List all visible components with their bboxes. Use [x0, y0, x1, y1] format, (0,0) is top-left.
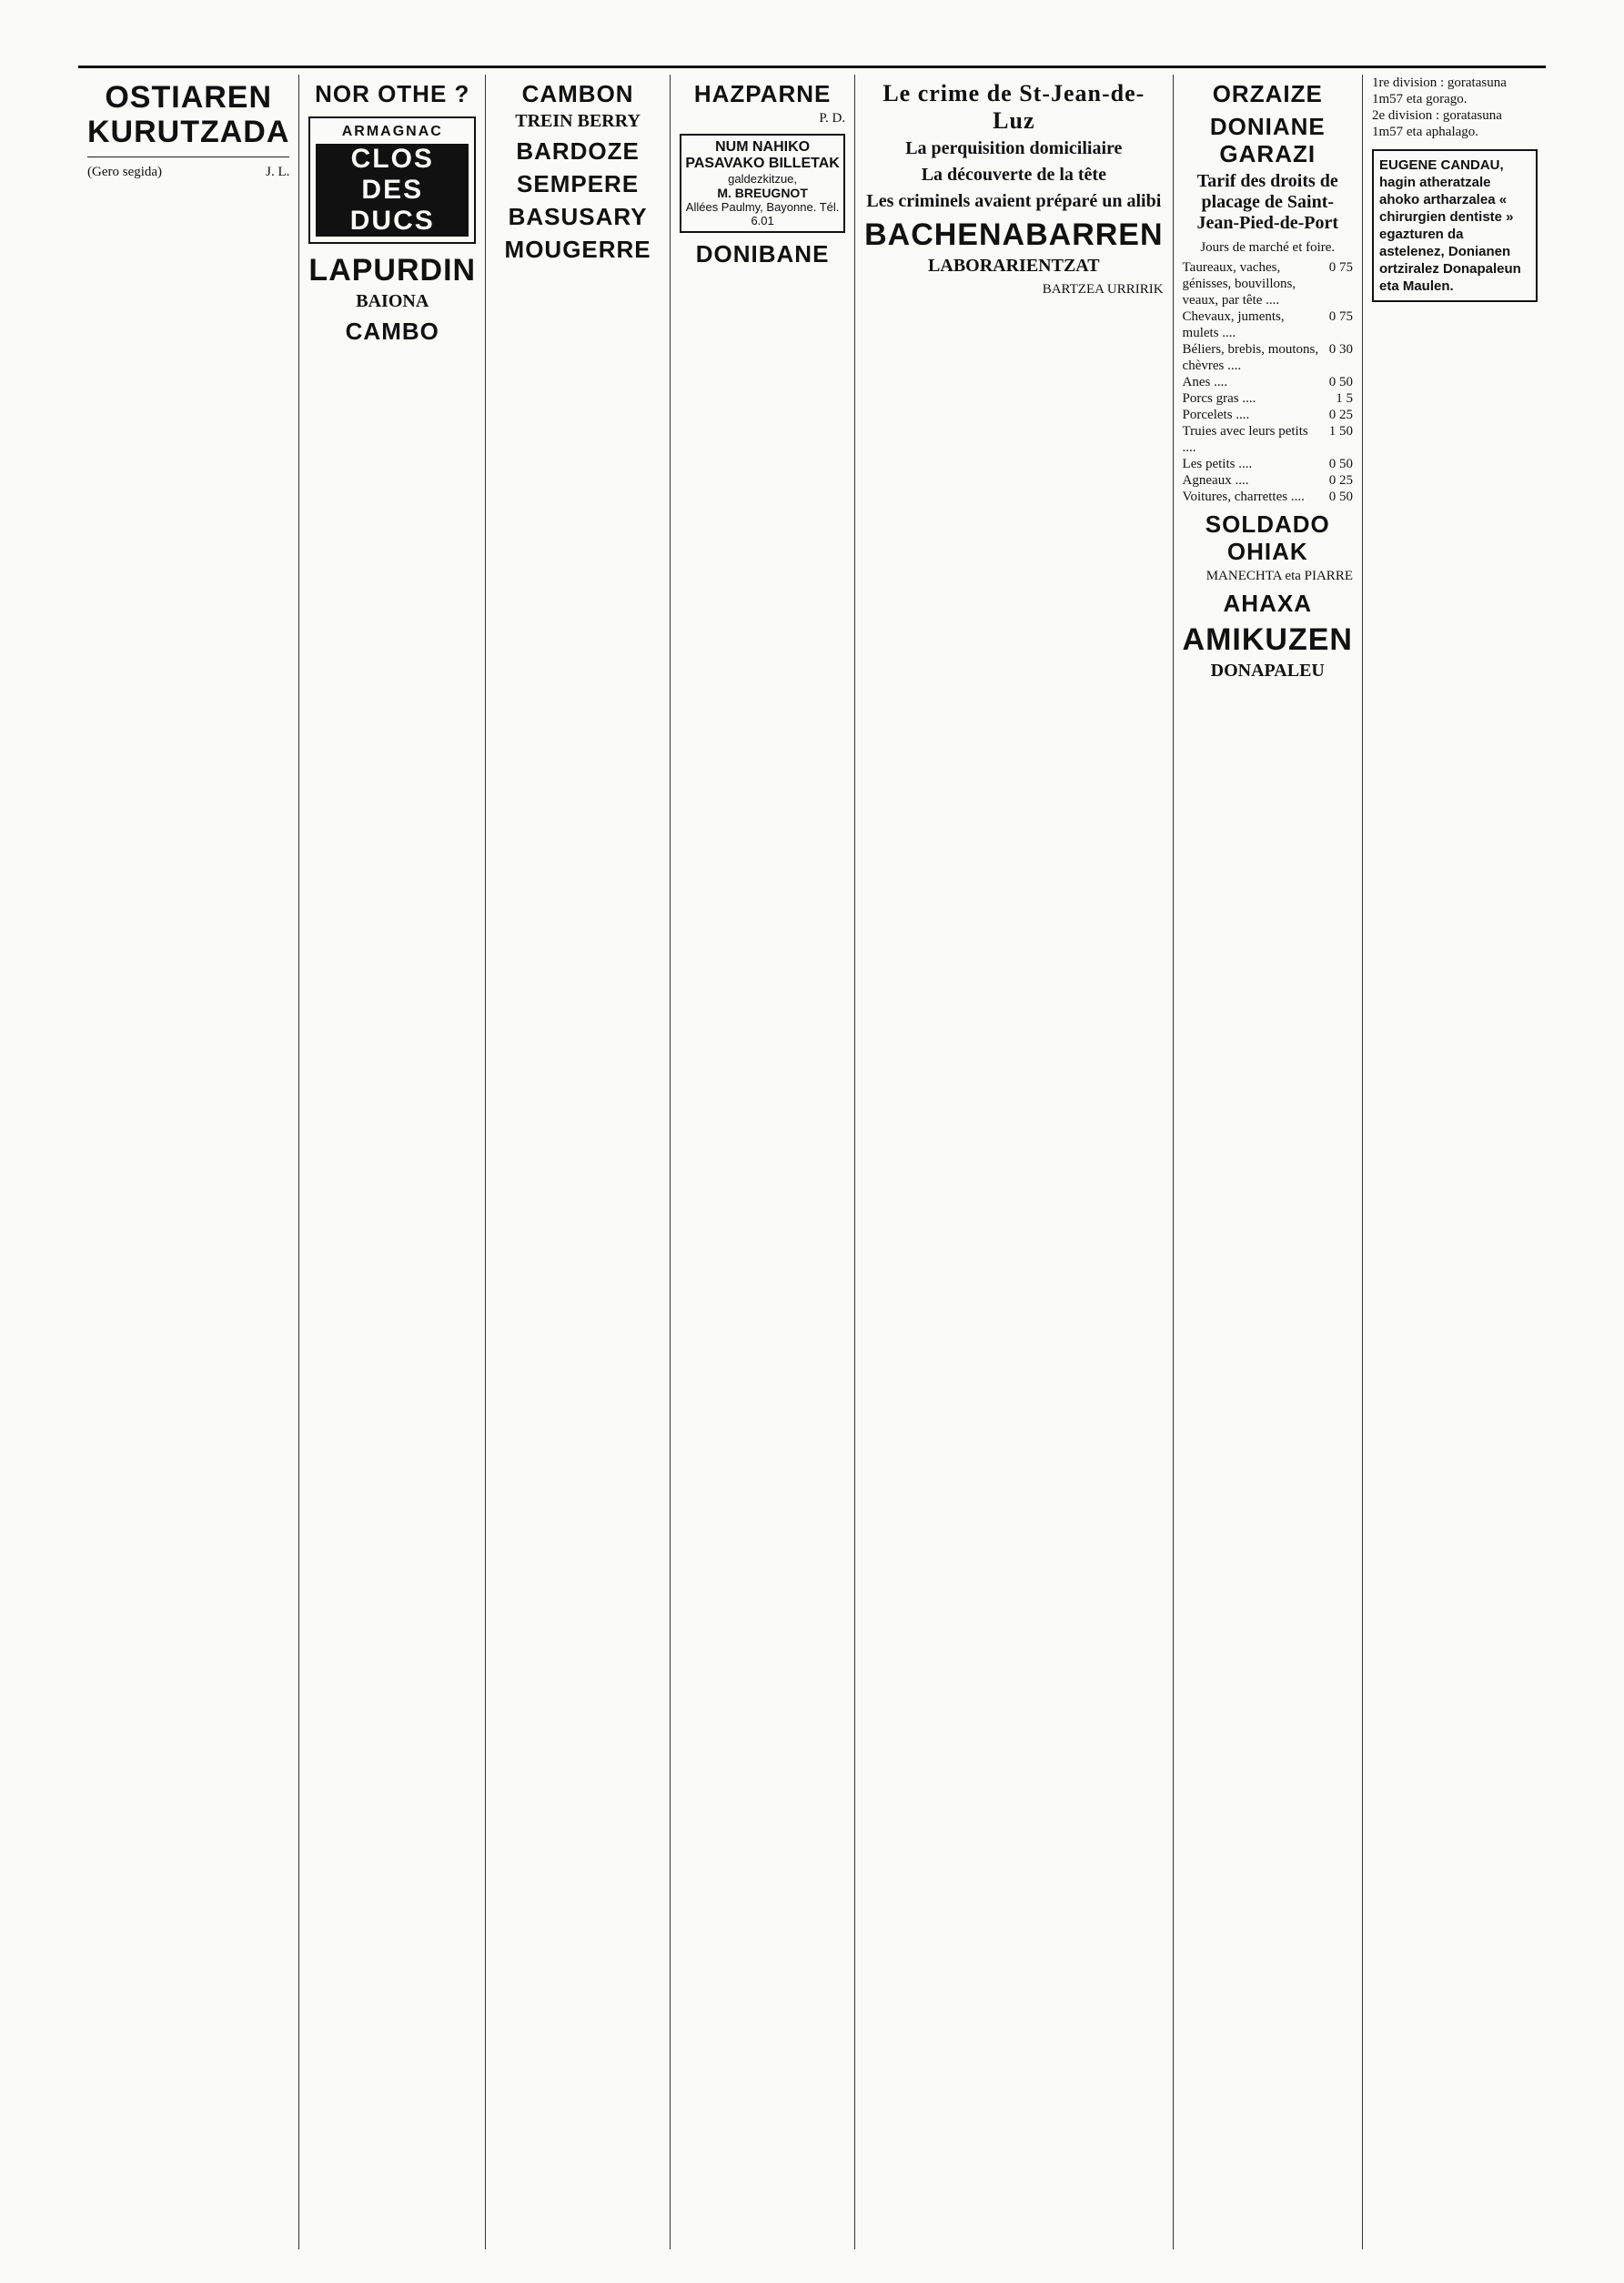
section-heading: DONIBANE [695, 240, 830, 268]
column-3 [485, 75, 670, 2249]
table-cell-price: 0 50 [1328, 457, 1353, 471]
section-heading: CAMBON [521, 80, 634, 107]
table-cell-label: 1re division : goratasuna 1m57 eta gorago. [1371, 76, 1507, 106]
table-cell-label: Anes .... [1182, 375, 1228, 389]
section-heading: NOR OTHE ? [315, 80, 470, 107]
advertisement-tickets [680, 134, 845, 233]
section-heading: BASUSARY [508, 203, 648, 230]
signature: BARTZEA URRIRIK [1042, 282, 1164, 297]
section-heading: AHAXA [1223, 590, 1312, 617]
table-cell-label: Porcs gras .... [1182, 391, 1256, 406]
section-heading: BACHENABARREN [864, 217, 1164, 252]
section-subheading: DONAPALEU [1210, 661, 1325, 681]
section-heading: OSTIAREN KURUTZADA [87, 80, 290, 149]
table-cell-price: 0 30 [1328, 342, 1353, 357]
table-cell-label: Voitures, charrettes .... [1182, 490, 1305, 504]
section-heading: CAMBO [345, 318, 439, 345]
table-cell-price [1532, 107, 1538, 140]
continued-label: (Gero segida) [87, 165, 163, 179]
advertisement-dentist: EUGENE CANDAU, hagin atheratzale ahoko artharzalea « chirurgien dentiste » egazturen da astelenez, Donianen ortziralez Donapaleun eta Maulen. [1372, 149, 1538, 302]
signature: MANECHTA eta PIARRE [1205, 569, 1353, 583]
table-cell-label: Chevaux, juments, mulets .... [1182, 309, 1285, 340]
section-heading: SEMPERE [517, 170, 640, 197]
table-row [1183, 423, 1353, 456]
ad-line-1: ARMAGNAC [341, 124, 443, 139]
section-heading: ORZAIZE [1212, 80, 1323, 107]
ad-line-3: M. BREUGNOT [717, 186, 808, 200]
signature: P. D. [819, 111, 846, 126]
advertisement-armagnac [308, 116, 476, 244]
table-cell-label: 2e division : goratasuna 1m57 eta aphalago. [1371, 108, 1502, 139]
section-heading: AMIKUZEN [1182, 622, 1353, 657]
table-row [1183, 308, 1353, 341]
columns [78, 75, 1547, 2249]
table-row [1372, 75, 1538, 107]
table-row [1183, 259, 1353, 308]
section-subheading: La perquisition domiciliaire [905, 138, 1123, 158]
table-row [1183, 456, 1353, 472]
table-row [1183, 341, 1353, 374]
table-cell-price: 0 50 [1328, 490, 1353, 504]
column-5 [854, 75, 1172, 2249]
table-cell-label: Truies avec leurs petits .... [1182, 424, 1308, 455]
ad-line-2: galdezkitzue, [728, 172, 798, 186]
continued-line [87, 165, 289, 180]
section-subheading: Tarif des droits de placage de Saint-Jean-Pied-de-Port [1196, 171, 1339, 233]
section-subheading: La découverte de la tête [921, 165, 1106, 185]
table-row [1183, 374, 1353, 390]
price-table [1372, 75, 1538, 140]
section-heading: HAZPARNE [693, 80, 832, 107]
table-cell-price [1532, 75, 1538, 107]
table-cell-label: Agneaux .... [1182, 473, 1249, 488]
column-6 [1173, 75, 1362, 2249]
section-subheading: TREIN BERRY [515, 111, 641, 131]
table-cell-price: 1 5 [1336, 391, 1353, 406]
author-initials: J. L. [266, 165, 290, 179]
section-heading: MOUGERRE [504, 236, 651, 263]
table-row [1372, 107, 1538, 140]
section-heading: SOLDADO OHIAK [1205, 510, 1330, 565]
table-cell-price: 0 75 [1328, 309, 1353, 324]
table-cell-price: 1 50 [1328, 424, 1353, 439]
table-cell-price: 0 75 [1328, 260, 1353, 275]
ad-line-1: NUM NAHIKO PASAVAKO BILLETAK [685, 139, 840, 171]
price-table [1183, 259, 1353, 505]
article-paragraph: Jours de marché et foire. [1200, 240, 1336, 255]
section-heading: DONIANE GARAZI [1209, 113, 1326, 167]
table-cell-price: 0 25 [1328, 408, 1353, 422]
section-subheading: LABORARIENTZAT [928, 256, 1100, 276]
column-7 [1362, 75, 1547, 2249]
section-heading: BARDOZE [516, 137, 640, 165]
section-subheading: Les criminels avaient préparé un alibi [866, 191, 1162, 211]
table-cell-label: Béliers, brebis, moutons, chèvres .... [1182, 342, 1319, 373]
table-cell-price: 0 25 [1328, 473, 1353, 488]
table-cell-label: Porcelets .... [1182, 408, 1250, 422]
column-2 [298, 75, 485, 2249]
section-heading: Le crime de St-Jean-de-Luz [883, 80, 1145, 134]
top-rule [78, 66, 1546, 68]
column-4 [670, 75, 854, 2249]
table-cell-label: Taureaux, vaches, génisses, bouvillons, veaux, par tête .... [1182, 260, 1296, 308]
ad-line-2: CLOS DES DUCS [316, 144, 469, 237]
ad-line-4: Allées Paulmy, Bayonne. Tél. 6.01 [685, 200, 840, 227]
table-row [1183, 407, 1353, 423]
table-row [1183, 489, 1353, 505]
table-cell-label: Les petits .... [1182, 457, 1253, 471]
table-row [1183, 472, 1353, 489]
table-cell-price: 0 50 [1328, 375, 1353, 389]
section-subheading: BAIONA [356, 291, 429, 311]
section-heading: LAPURDIN [308, 253, 477, 288]
column-1 [78, 75, 298, 2249]
table-row [1183, 390, 1353, 407]
